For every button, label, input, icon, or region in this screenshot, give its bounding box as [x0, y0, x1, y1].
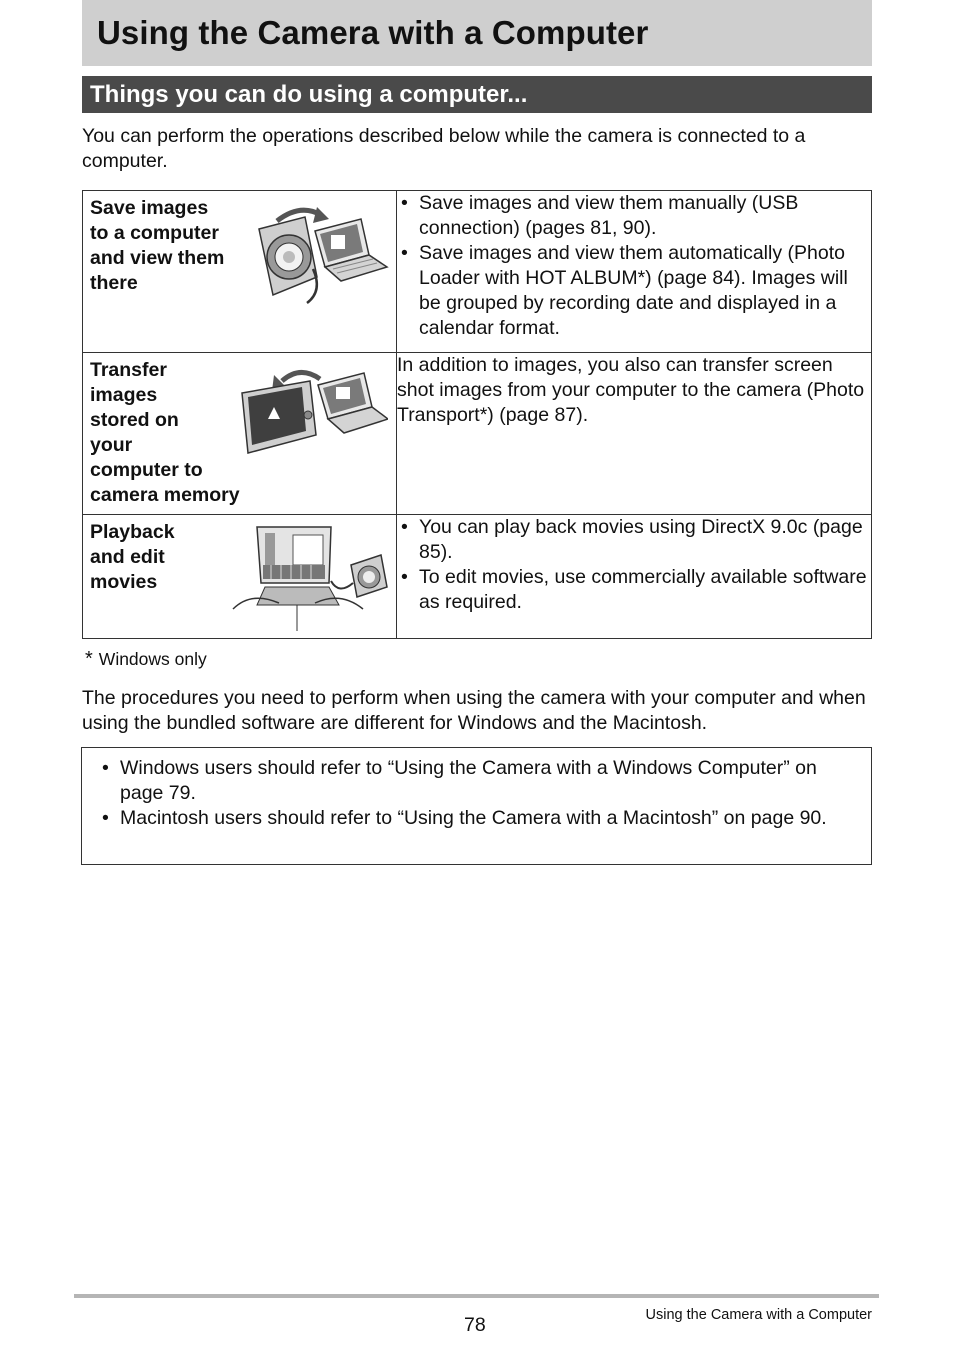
- reference-box: [81, 747, 872, 865]
- operations-table: [82, 190, 872, 639]
- movie-editing-illustration: [231, 523, 391, 633]
- list-item: • Windows users should refer to “Using the Camera with a Windows Computer” on page 79.: [98, 756, 853, 806]
- section-heading-bar: [82, 76, 872, 113]
- list-item: • Macintosh users should refer to “Using the Camera with a Macintosh” on page 90.: [98, 806, 853, 831]
- footnote-mark: *: [85, 648, 93, 670]
- footer-divider: [74, 1294, 879, 1298]
- table-row: [83, 515, 872, 639]
- footnote-text: Windows only: [98, 649, 207, 669]
- list-item: • Save images and view them manually (USB connection) (pages 81, 90).: [397, 191, 871, 241]
- page-number: 78: [464, 1314, 486, 1336]
- page-title: Using the Camera with a Computer: [97, 14, 649, 51]
- section-title: Things you can do using a computer...: [90, 81, 528, 108]
- list-item: • You can play back movies using DirectX 9.0c (page 85).: [397, 515, 871, 565]
- table-row: [83, 191, 872, 353]
- intro-paragraph: You can perform the operations described below while the camera is connected to a computer.: [82, 125, 806, 172]
- footnote: [85, 648, 207, 670]
- feature-cell-transfer: [83, 353, 397, 515]
- feature-label: Save images to a computer and view them there: [90, 197, 225, 294]
- running-footer-title: Using the Camera with a Computer: [645, 1307, 872, 1323]
- feature-label: Playback and edit movies: [90, 521, 175, 593]
- feature-label: Transfer images stored on your computer to camera memory: [90, 359, 240, 506]
- feature-cell-save: [83, 191, 397, 353]
- feature-description-playback: [397, 515, 872, 639]
- camera-to-laptop-illustration: [245, 199, 390, 311]
- bullet-list: [397, 515, 871, 615]
- feature-cell-playback: [83, 515, 397, 639]
- procedures-paragraph: The procedures you need to perform when using the camera with your computer and when using the bundled software are different for Windows and the Macintosh.: [82, 687, 866, 734]
- feature-description-save: [397, 191, 872, 353]
- list-item: • Save images and view them automatically (Photo Loader with HOT ALBUM*) (page 84). Images will be grouped by recording date and displayed in a calendar format.: [397, 241, 871, 341]
- bullet-list: [397, 191, 871, 341]
- reference-list: [98, 756, 853, 831]
- table-row: [83, 353, 872, 515]
- laptop-to-camera-illustration: [238, 363, 388, 459]
- page-title-bar: [82, 0, 872, 66]
- list-item: • To edit movies, use commercially available software as required.: [397, 565, 871, 615]
- feature-description-transfer: In addition to images, you also can transfer screen shot images from your computer to the camera (Photo Transport*) (page 87).: [397, 353, 872, 515]
